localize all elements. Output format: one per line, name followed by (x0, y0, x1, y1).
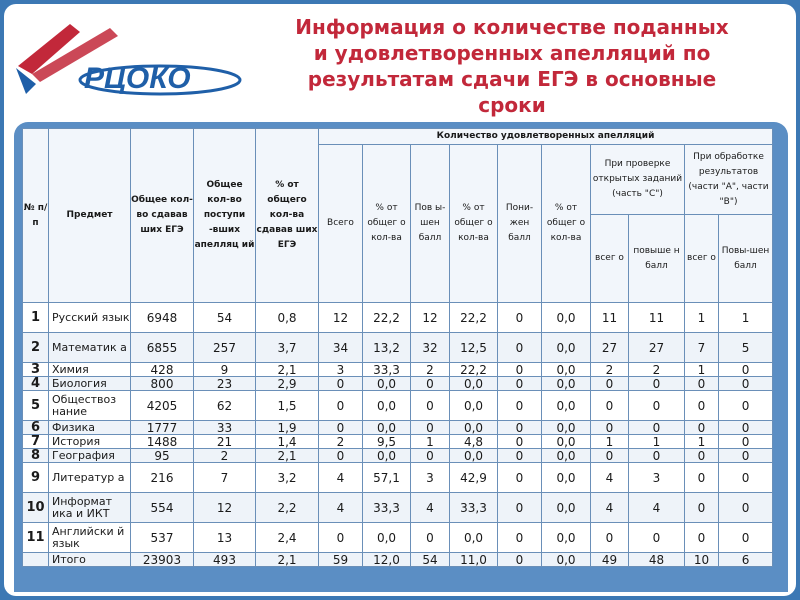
cell-open-raised: 2 (629, 363, 685, 377)
header-processing: При обработке результатов (части "А", части "В") (685, 145, 773, 215)
cell-n: 10 (23, 493, 49, 523)
cell-takers: 554 (131, 493, 194, 523)
cell-lowered-pct: 0,0 (542, 303, 591, 333)
cell-lowered: 0 (498, 435, 542, 449)
header-satisfied-group: Количество удовлетворенных апелляций (319, 129, 773, 145)
cell-lowered: 0 (498, 333, 542, 363)
header-raised: Пов ы-шен балл (411, 145, 450, 303)
cell-n: 11 (23, 523, 49, 553)
header-sat-total: Всего (319, 145, 363, 303)
cell-open-total: 0 (591, 523, 629, 553)
cell-appeals: 13 (194, 523, 256, 553)
cell-raised: 12 (411, 303, 450, 333)
header-subject: Предмет (49, 129, 131, 303)
cell-sat-pct: 33,3 (363, 493, 411, 523)
table-row (23, 363, 773, 377)
cell-proc-raised: 6 (719, 553, 773, 567)
cell-raised-pct: 42,9 (450, 463, 498, 493)
cell-raised: 0 (411, 421, 450, 435)
header-proc-raised: Повы-шен балл (719, 215, 773, 303)
cell-appeals: 21 (194, 435, 256, 449)
cell-raised-pct: 4,8 (450, 435, 498, 449)
cell-lowered-pct: 0,0 (542, 391, 591, 421)
cell-open-total: 2 (591, 363, 629, 377)
cell-lowered: 0 (498, 391, 542, 421)
cell-open-raised: 0 (629, 449, 685, 463)
cell-takers: 216 (131, 463, 194, 493)
cell-lowered: 0 (498, 303, 542, 333)
cell-open-total: 4 (591, 463, 629, 493)
cell-appeals: 23 (194, 377, 256, 391)
cell-proc-total: 10 (685, 553, 719, 567)
cell-proc-raised: 0 (719, 463, 773, 493)
cell-subject: История (49, 435, 131, 449)
cell-proc-total: 0 (685, 421, 719, 435)
cell-sat: 59 (319, 553, 363, 567)
cell-lowered: 0 (498, 463, 542, 493)
table-row (23, 449, 773, 463)
cell-sat: 0 (319, 523, 363, 553)
cell-open-total: 4 (591, 493, 629, 523)
cell-sat: 4 (319, 463, 363, 493)
cell-subject: Биология (49, 377, 131, 391)
cell-proc-total: 0 (685, 377, 719, 391)
cell-open-total: 0 (591, 377, 629, 391)
header-open-raised: повыше н балл (629, 215, 685, 303)
table-row (23, 553, 773, 567)
cell-sat: 34 (319, 333, 363, 363)
cell-pct: 3,2 (256, 463, 319, 493)
cell-proc-raised: 0 (719, 391, 773, 421)
cell-raised: 32 (411, 333, 450, 363)
cell-appeals: 257 (194, 333, 256, 363)
table-row (23, 493, 773, 523)
cell-subject: Обществоз нание (49, 391, 131, 421)
table-body (23, 303, 773, 567)
cell-raised-pct: 0,0 (450, 449, 498, 463)
cell-takers: 4205 (131, 391, 194, 421)
cell-subject: Физика (49, 421, 131, 435)
cell-open-raised: 11 (629, 303, 685, 333)
cell-sat-pct: 0,0 (363, 391, 411, 421)
cell-raised-pct: 0,0 (450, 523, 498, 553)
cell-sat: 0 (319, 391, 363, 421)
cell-open-total: 11 (591, 303, 629, 333)
cell-n: 8 (23, 449, 49, 463)
header-open-tasks: При проверке открытых заданий (часть "С") (591, 145, 685, 215)
cell-raised: 0 (411, 523, 450, 553)
cell-n: 5 (23, 391, 49, 421)
cell-subject: Информат ика и ИКТ (49, 493, 131, 523)
cell-raised: 4 (411, 493, 450, 523)
cell-appeals: 2 (194, 449, 256, 463)
title-line-1: Информация о количестве поданных (295, 15, 729, 39)
cell-sat-pct: 9,5 (363, 435, 411, 449)
cell-proc-total: 0 (685, 449, 719, 463)
cell-subject: География (49, 449, 131, 463)
header-pct-takers: % от общего кол-ва сдавав ших ЕГЭ (256, 129, 319, 303)
cell-subject: Английски й язык (49, 523, 131, 553)
cell-appeals: 62 (194, 391, 256, 421)
cell-proc-total: 0 (685, 463, 719, 493)
cell-lowered-pct: 0,0 (542, 449, 591, 463)
cell-proc-raised: 0 (719, 435, 773, 449)
cell-lowered: 0 (498, 363, 542, 377)
cell-sat-pct: 0,0 (363, 523, 411, 553)
header-lowered-pct: % от общег о кол-ва (542, 145, 591, 303)
header-num: № п/п (23, 129, 49, 303)
cell-sat-pct: 22,2 (363, 303, 411, 333)
cell-appeals: 493 (194, 553, 256, 567)
cell-proc-total: 0 (685, 523, 719, 553)
cell-open-total: 1 (591, 435, 629, 449)
cell-raised: 0 (411, 377, 450, 391)
cell-lowered: 0 (498, 523, 542, 553)
cell-raised: 2 (411, 363, 450, 377)
cell-pct: 2,9 (256, 377, 319, 391)
table-row (23, 463, 773, 493)
cell-raised-pct: 33,3 (450, 493, 498, 523)
cell-sat: 12 (319, 303, 363, 333)
cell-raised-pct: 22,2 (450, 303, 498, 333)
table-row (23, 435, 773, 449)
cell-subject: Итого (49, 553, 131, 567)
cell-n (23, 553, 49, 567)
cell-raised: 0 (411, 391, 450, 421)
cell-raised-pct: 22,2 (450, 363, 498, 377)
cell-appeals: 9 (194, 363, 256, 377)
cell-subject: Литератур а (49, 463, 131, 493)
cell-lowered-pct: 0,0 (542, 435, 591, 449)
cell-raised: 3 (411, 463, 450, 493)
cell-pct: 2,4 (256, 523, 319, 553)
cell-proc-raised: 0 (719, 523, 773, 553)
cell-n: 4 (23, 377, 49, 391)
cell-open-raised: 27 (629, 333, 685, 363)
cell-proc-raised: 5 (719, 333, 773, 363)
title-line-3: результатам сдачи ЕГЭ в основные (307, 67, 717, 91)
cell-n: 1 (23, 303, 49, 333)
cell-sat: 0 (319, 449, 363, 463)
title-line-2: и удовлетворенных апелляций по (313, 41, 711, 65)
cell-open-total: 0 (591, 391, 629, 421)
cell-raised-pct: 0,0 (450, 391, 498, 421)
cell-takers: 95 (131, 449, 194, 463)
cell-lowered: 0 (498, 377, 542, 391)
cell-raised-pct: 12,5 (450, 333, 498, 363)
cell-proc-raised: 0 (719, 449, 773, 463)
header-raised-pct: % от общег о кол-ва (450, 145, 498, 303)
cell-proc-total: 0 (685, 493, 719, 523)
cell-n: 7 (23, 435, 49, 449)
cell-pct: 2,1 (256, 449, 319, 463)
cell-lowered-pct: 0,0 (542, 333, 591, 363)
header-lowered: Пони-жен балл (498, 145, 542, 303)
cell-open-raised: 0 (629, 391, 685, 421)
cell-sat-pct: 0,0 (363, 421, 411, 435)
cell-n: 6 (23, 421, 49, 435)
cell-open-total: 27 (591, 333, 629, 363)
page-title (262, 14, 762, 118)
header-open-total: всег о (591, 215, 629, 303)
cell-sat-pct: 0,0 (363, 449, 411, 463)
cell-raised-pct: 0,0 (450, 377, 498, 391)
cell-proc-raised: 1 (719, 303, 773, 333)
cell-open-raised: 0 (629, 421, 685, 435)
cell-sat: 0 (319, 421, 363, 435)
cell-open-raised: 48 (629, 553, 685, 567)
cell-takers: 537 (131, 523, 194, 553)
cell-takers: 6855 (131, 333, 194, 363)
cell-proc-total: 7 (685, 333, 719, 363)
cell-n: 9 (23, 463, 49, 493)
cell-n: 3 (23, 363, 49, 377)
cell-sat: 0 (319, 377, 363, 391)
title-line-4: сроки (478, 93, 546, 117)
cell-sat-pct: 33,3 (363, 363, 411, 377)
cell-lowered: 0 (498, 553, 542, 567)
cell-pct: 2,1 (256, 363, 319, 377)
table-row (23, 391, 773, 421)
cell-proc-total: 1 (685, 435, 719, 449)
cell-sat-pct: 12,0 (363, 553, 411, 567)
cell-lowered: 0 (498, 449, 542, 463)
cell-lowered-pct: 0,0 (542, 493, 591, 523)
cell-lowered: 0 (498, 493, 542, 523)
cell-takers: 428 (131, 363, 194, 377)
cell-lowered-pct: 0,0 (542, 463, 591, 493)
cell-lowered-pct: 0,0 (542, 363, 591, 377)
cell-lowered-pct: 0,0 (542, 421, 591, 435)
cell-sat-pct: 13,2 (363, 333, 411, 363)
cell-pct: 0,8 (256, 303, 319, 333)
cell-sat: 4 (319, 493, 363, 523)
cell-raised-pct: 0,0 (450, 421, 498, 435)
cell-pct: 2,1 (256, 553, 319, 567)
cell-lowered-pct: 0,0 (542, 523, 591, 553)
cell-raised: 54 (411, 553, 450, 567)
cell-pct: 1,5 (256, 391, 319, 421)
cell-pct: 1,9 (256, 421, 319, 435)
cell-proc-raised: 0 (719, 377, 773, 391)
logo-text: РЦОКО (84, 62, 191, 95)
table-row (23, 303, 773, 333)
header-total-takers: Общее кол-во сдавав ших ЕГЭ (131, 129, 194, 303)
table-row (23, 421, 773, 435)
table-row (23, 377, 773, 391)
cell-proc-raised: 0 (719, 421, 773, 435)
cell-open-total: 49 (591, 553, 629, 567)
cell-proc-total: 0 (685, 391, 719, 421)
header-total-appeals: Общее кол-во поступи -вших апелляц ий (194, 129, 256, 303)
cell-subject: Химия (49, 363, 131, 377)
rcoko-logo (10, 22, 250, 102)
cell-subject: Русский язык (49, 303, 131, 333)
cell-sat: 3 (319, 363, 363, 377)
cell-lowered-pct: 0,0 (542, 553, 591, 567)
appeals-table (22, 128, 773, 567)
cell-open-raised: 3 (629, 463, 685, 493)
cell-takers: 23903 (131, 553, 194, 567)
cell-pct: 2,2 (256, 493, 319, 523)
cell-pct: 3,7 (256, 333, 319, 363)
cell-subject: Математик а (49, 333, 131, 363)
table-row (23, 333, 773, 363)
header-proc-total: всег о (685, 215, 719, 303)
table-row (23, 523, 773, 553)
cell-sat: 2 (319, 435, 363, 449)
cell-sat-pct: 57,1 (363, 463, 411, 493)
cell-appeals: 54 (194, 303, 256, 333)
cell-raised: 0 (411, 449, 450, 463)
cell-pct: 1,4 (256, 435, 319, 449)
cell-proc-raised: 0 (719, 363, 773, 377)
cell-takers: 1777 (131, 421, 194, 435)
cell-appeals: 12 (194, 493, 256, 523)
cell-open-total: 0 (591, 421, 629, 435)
cell-appeals: 7 (194, 463, 256, 493)
cell-open-total: 0 (591, 449, 629, 463)
cell-open-raised: 1 (629, 435, 685, 449)
cell-proc-total: 1 (685, 363, 719, 377)
cell-raised-pct: 11,0 (450, 553, 498, 567)
cell-takers: 6948 (131, 303, 194, 333)
cell-lowered-pct: 0,0 (542, 377, 591, 391)
cell-appeals: 33 (194, 421, 256, 435)
cell-proc-raised: 0 (719, 493, 773, 523)
cell-sat-pct: 0,0 (363, 377, 411, 391)
cell-takers: 800 (131, 377, 194, 391)
cell-open-raised: 0 (629, 523, 685, 553)
header-sat-total-pct: % от общег о кол-ва (363, 145, 411, 303)
cell-takers: 1488 (131, 435, 194, 449)
cell-lowered: 0 (498, 421, 542, 435)
cell-open-raised: 4 (629, 493, 685, 523)
cell-n: 2 (23, 333, 49, 363)
cell-proc-total: 1 (685, 303, 719, 333)
cell-open-raised: 0 (629, 377, 685, 391)
cell-raised: 1 (411, 435, 450, 449)
